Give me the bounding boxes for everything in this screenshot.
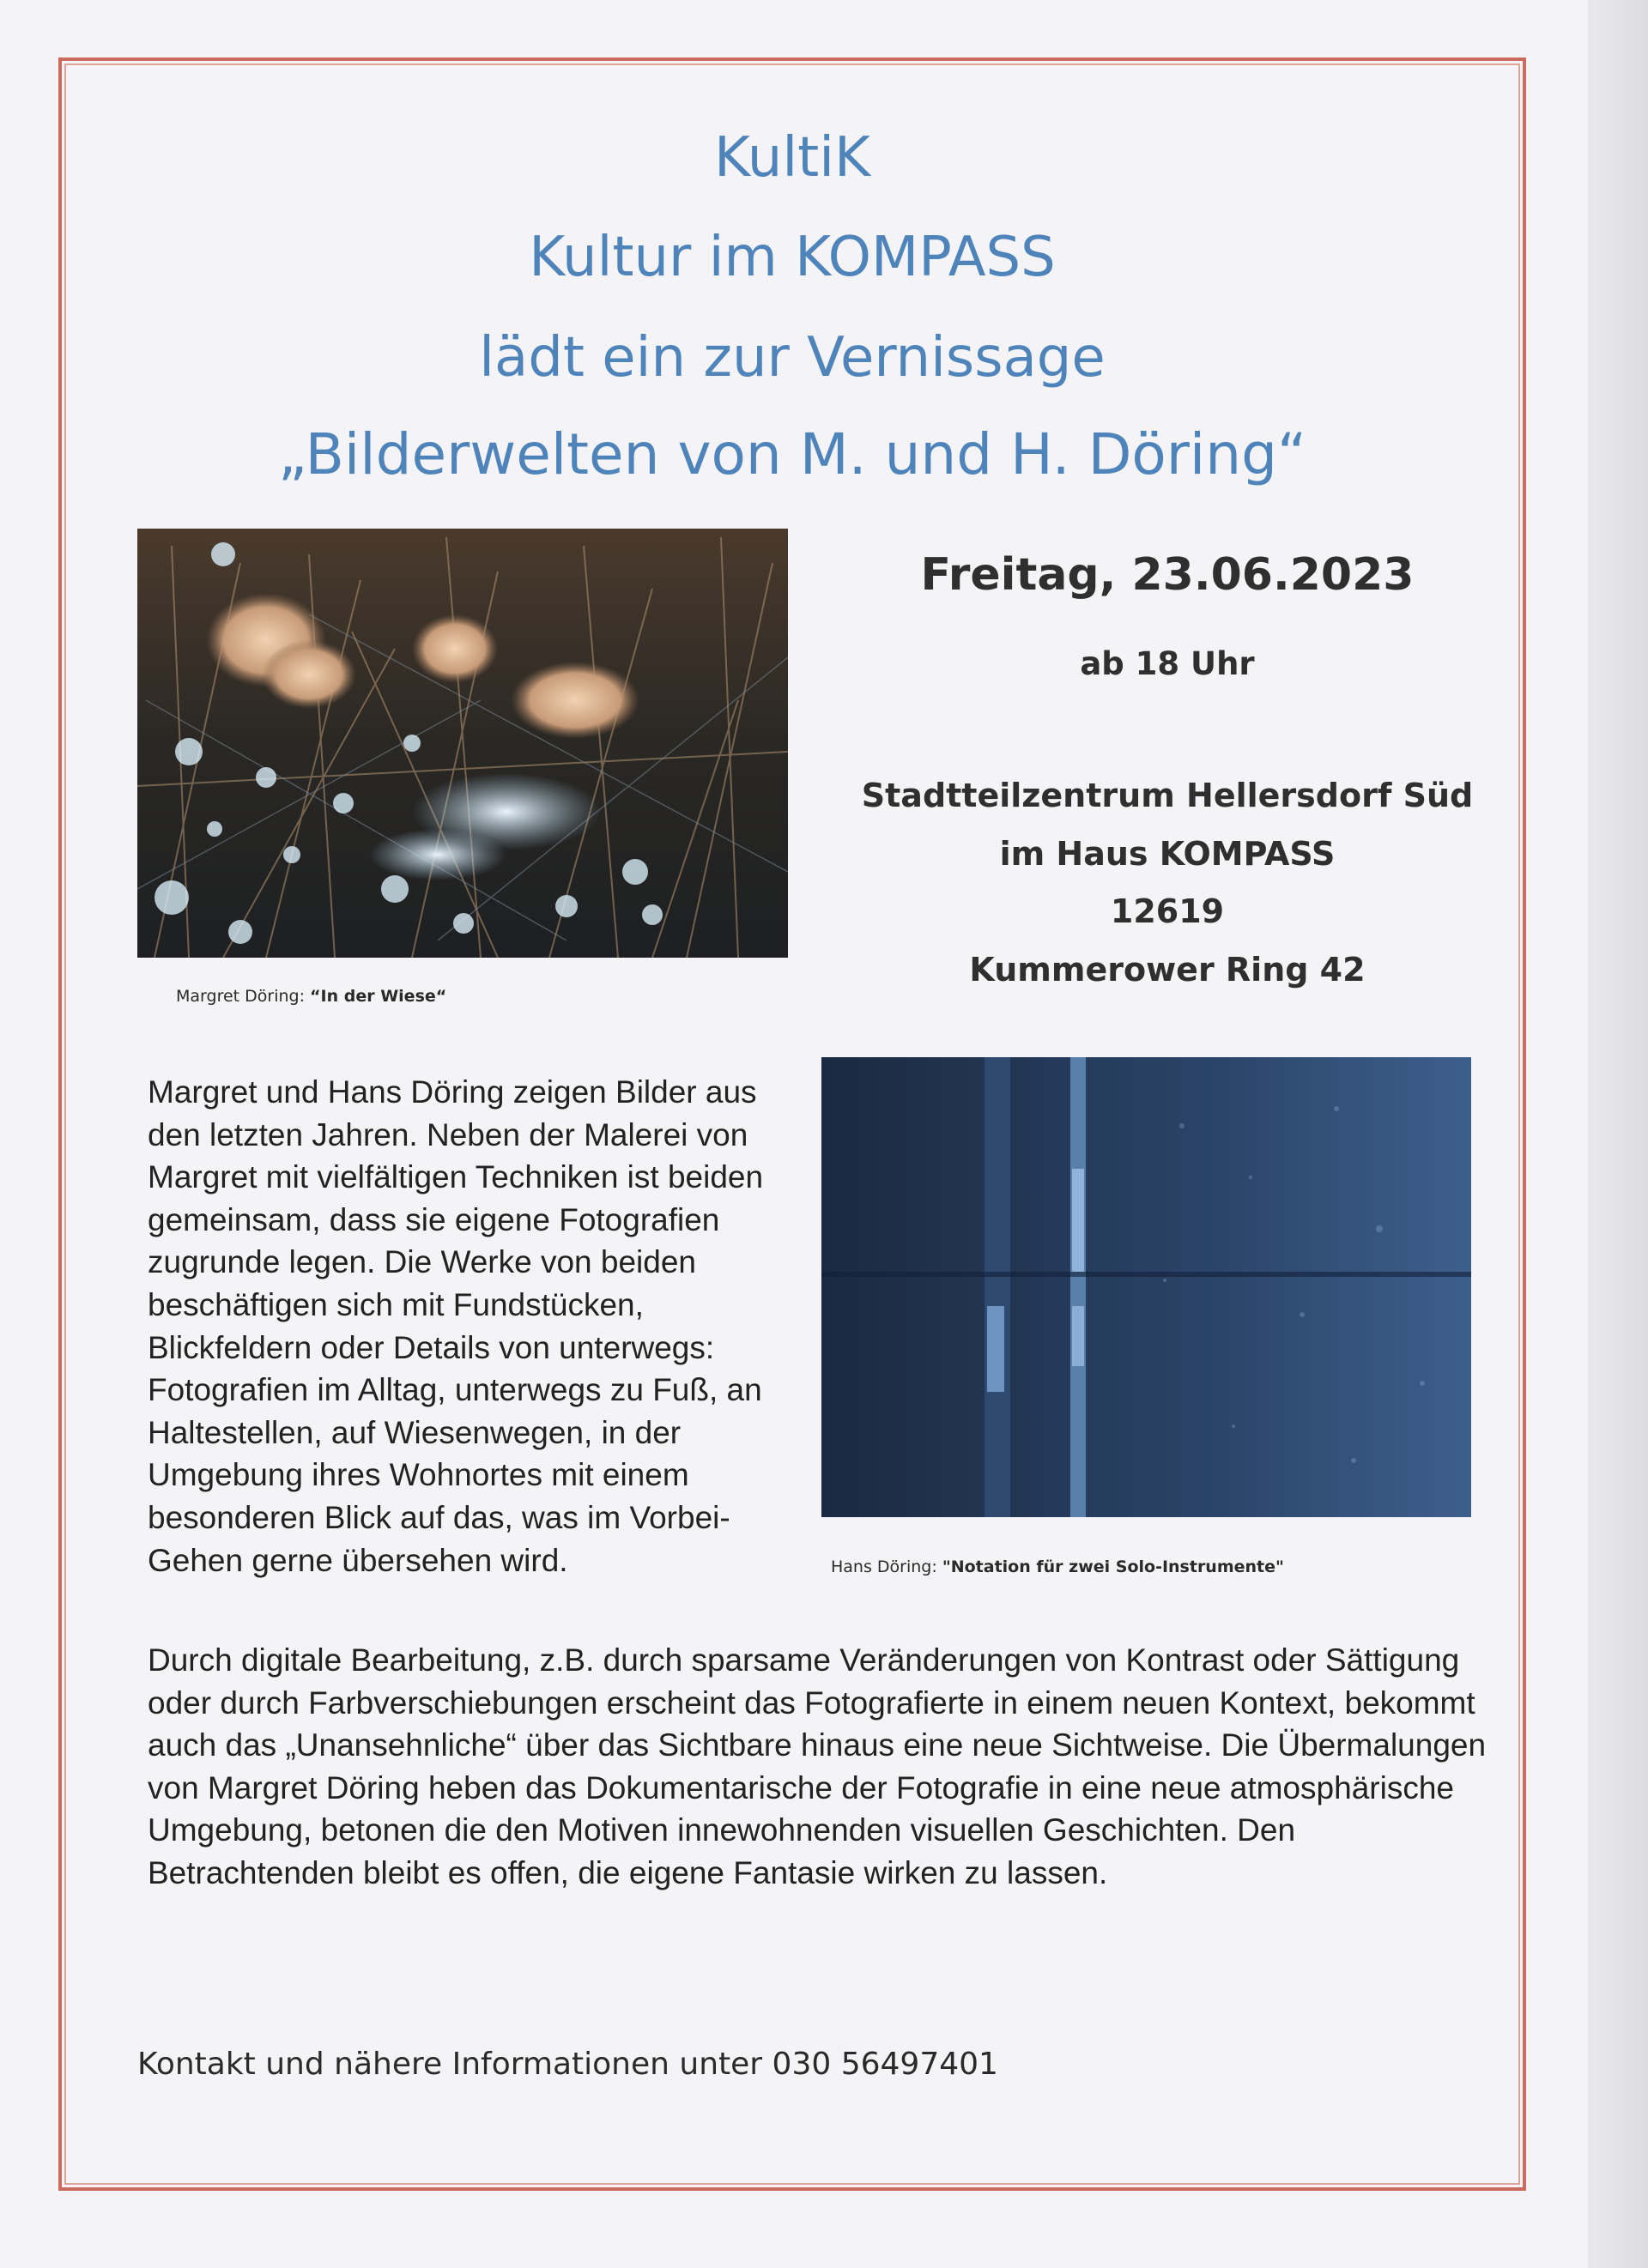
event-date: Freitag, 23.06.2023 [920, 549, 1415, 601]
address-postcode: 12619 [1110, 892, 1225, 930]
header-kultik: KultiK [714, 126, 870, 190]
caption-hans [831, 1557, 1284, 1576]
body-paragraph-1: Margret und Hans Döring zeigen Bilder aus den letzten Jahren. Neben der Malerei von Margret mit vielfältigen Techniken ist beiden gemeinsam, dass sie eigene Fotografien zugrunde legen. Die Werke von beiden beschäftigen sich mit Fundstücken, Blickfeldern oder Details von unterwegs: Fotografien im Alltag, unterwegs zu Fuß, an Haltestellen, auf Wiesenwegen, in der Umgebung ihres Wohnortes mit einem besonderen Blick auf das, was im Vorbei-Gehen gerne übersehen wird. [148, 1074, 764, 1578]
blue-abstract-photo [821, 1057, 1471, 1517]
header-kultur-im-kompass: Kultur im KOMPASS [529, 226, 1056, 289]
body-paragraph-2: Durch digitale Bearbeitung, z.B. durch sparsame Veränderungen von Kontrast oder Sättigung oder durch Farbverschiebungen erscheint das Fotografierte in einem neuen Kontext, bekommt auch das „Unansehnliche“ über das Sichtbare hinaus eine neue Sichtweise. Die Übermalungen von Margret Döring heben das Dokumentarische der Fotografie in eine neue atmosphärische Umgebung, betonen die den Motiven innewohnenden visuellen Geschichten. Den Betrachtenden bleibt es offen, die eigene Fantasie wirken zu lassen. [148, 1642, 1487, 1890]
caption-artist: Hans Döring: [831, 1557, 937, 1576]
header-invitation: lädt ein zur Vernissage [479, 326, 1106, 390]
caption-margret [176, 987, 446, 1006]
address-line-2: im Haus KOMPASS [999, 835, 1336, 873]
header-exhibition-title: „Bilderwelten von M. und H. Döring“ [277, 421, 1307, 487]
address-line-1: Stadtteilzentrum Hellersdorf Süd [861, 777, 1474, 814]
address-street: Kummerower Ring 42 [969, 951, 1366, 989]
caption-artist: Margret Döring: [176, 987, 305, 1006]
caption-title: "Notation für zwei Solo-Instrumente" [942, 1557, 1284, 1576]
meadow-photo [137, 529, 788, 958]
caption-title: “In der Wiese“ [310, 987, 447, 1006]
event-time: ab 18 Uhr [1080, 645, 1255, 682]
paper-edge [1588, 0, 1648, 2268]
contact-info: Kontakt und nähere Informationen unter 030 56497401 [137, 2047, 998, 2082]
